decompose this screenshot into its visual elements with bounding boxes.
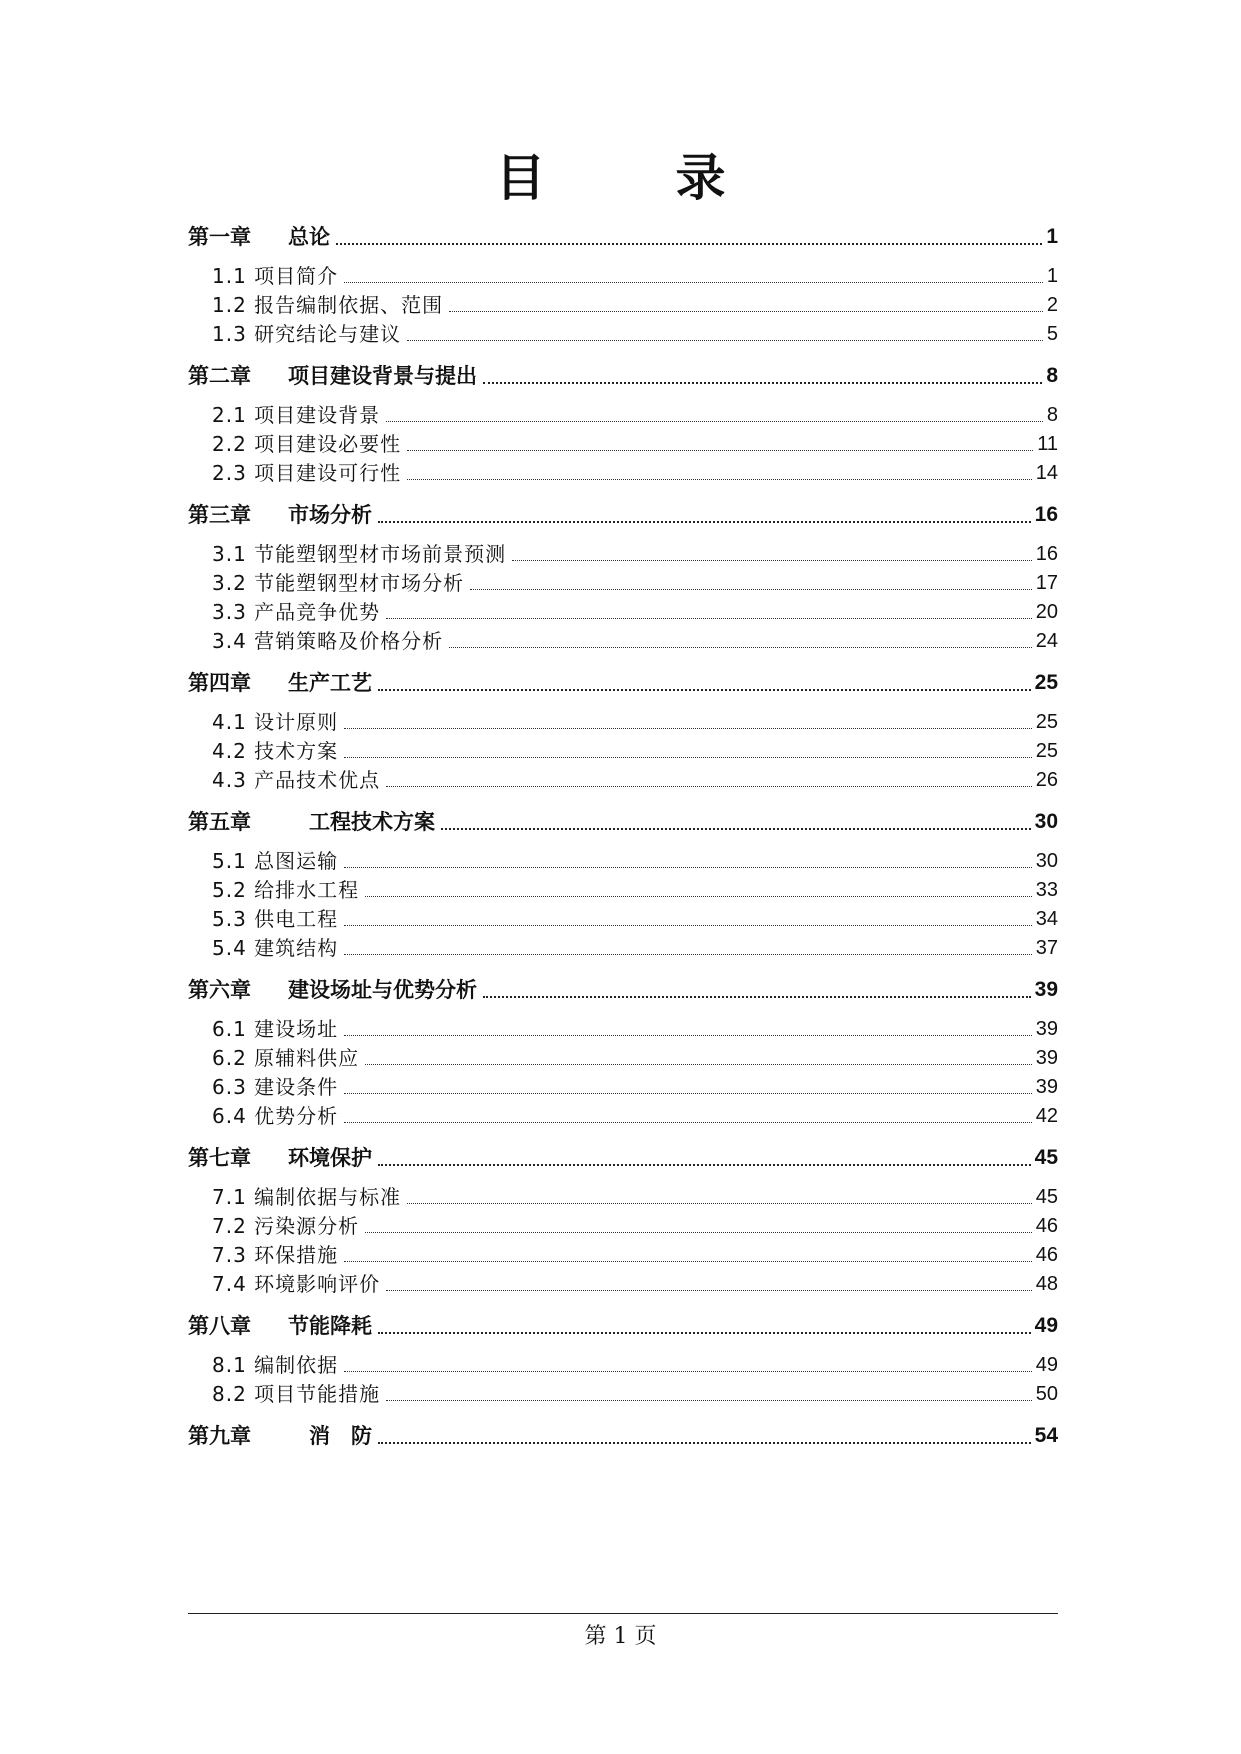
toc-section-entry[interactable] (188, 1270, 1058, 1298)
toc-dot-leader (365, 1064, 1032, 1065)
toc-dot-leader (378, 689, 1031, 691)
toc-dot-leader (407, 340, 1043, 341)
toc-section-title: 4.2 技术方案 (212, 739, 339, 763)
toc-dot-leader (344, 867, 1032, 868)
toc-section-entry[interactable] (188, 459, 1058, 487)
toc-dot-leader (483, 382, 1042, 384)
toc-section-entry[interactable] (188, 1183, 1058, 1211)
toc-page-number: 39 (1035, 1076, 1058, 1098)
toc-section-entry[interactable] (188, 876, 1058, 904)
toc-dot-leader (378, 1442, 1031, 1444)
toc-section-entry[interactable] (188, 1351, 1058, 1379)
toc-section-title: 6.3 建设条件 (212, 1075, 339, 1099)
toc-page-number: 46 (1035, 1244, 1058, 1266)
toc-page-number: 2 (1046, 294, 1058, 316)
footer-divider (188, 1613, 1058, 1614)
toc-section-title: 6.4 优势分析 (212, 1104, 339, 1128)
toc-page-number: 8 (1046, 364, 1058, 387)
toc-chapter-entry[interactable] (188, 1421, 1058, 1451)
toc-page-number: 24 (1035, 630, 1058, 652)
toc-section-entry[interactable] (188, 737, 1058, 765)
toc-page-number: 17 (1035, 572, 1058, 594)
toc-dot-leader (407, 1203, 1032, 1204)
toc-section-title: 1.3 研究结论与建议 (212, 322, 402, 346)
toc-section-title: 4.3 产品技术优点 (212, 768, 381, 792)
toc-section-title: 2.1 项目建设背景 (212, 403, 381, 427)
toc-section-title: 5.3 供电工程 (212, 907, 339, 931)
toc-dot-leader (365, 1232, 1032, 1233)
toc-section-title: 2.2 项目建设必要性 (212, 432, 402, 456)
toc-chapter-entry[interactable] (188, 500, 1058, 530)
toc-chapter-title: 建设场址与优势分析 (288, 978, 477, 1002)
toc-section-entry[interactable] (188, 1102, 1058, 1130)
toc-page-number: 48 (1035, 1273, 1058, 1295)
toc-section-entry[interactable] (188, 569, 1058, 597)
toc-page-number: 49 (1035, 1354, 1058, 1376)
toc-chapter-title: 工程技术方案 (288, 810, 435, 834)
toc-dot-leader (441, 828, 1031, 830)
toc-dot-leader (344, 757, 1032, 758)
toc-chapter-number: 第二章 (188, 364, 251, 388)
toc-dot-leader (386, 421, 1043, 422)
toc-chapter-entry[interactable] (188, 1143, 1058, 1173)
toc-dot-leader (449, 311, 1043, 312)
toc-page-number: 45 (1034, 1146, 1058, 1169)
toc-chapter-title: 生产工艺 (288, 671, 372, 695)
toc-chapter-entry[interactable] (188, 1311, 1058, 1341)
toc-section-title: 5.4 建筑结构 (212, 936, 339, 960)
toc-section-entry[interactable] (188, 934, 1058, 962)
toc-section-title: 7.3 环保措施 (212, 1243, 339, 1267)
toc-chapter-entry[interactable] (188, 222, 1058, 252)
toc-dot-leader (336, 243, 1042, 245)
toc-page-number: 49 (1034, 1314, 1058, 1337)
toc-chapter-title: 市场分析 (288, 503, 372, 527)
toc-section-entry[interactable] (188, 540, 1058, 568)
toc-dot-leader (378, 1164, 1031, 1166)
toc-page-number: 30 (1034, 810, 1058, 833)
toc-dot-leader (470, 589, 1032, 590)
toc-page-number: 25 (1034, 671, 1058, 694)
toc-page-number: 20 (1035, 601, 1058, 623)
toc-dot-leader (386, 1400, 1032, 1401)
toc-dot-leader (386, 618, 1032, 619)
toc-page-number: 30 (1035, 850, 1058, 872)
toc-section-entry[interactable] (188, 401, 1058, 429)
toc-chapter-number: 第九章 (188, 1424, 251, 1448)
toc-page-number: 39 (1035, 1047, 1058, 1069)
toc-section-title: 5.2 给排水工程 (212, 878, 360, 902)
toc-section-entry[interactable] (188, 1380, 1058, 1408)
toc-page-number: 16 (1034, 503, 1058, 526)
toc-chapter-title: 节能降耗 (288, 1314, 372, 1338)
toc-section-title: 1.1 项目简介 (212, 264, 339, 288)
toc-section-title: 3.3 产品竞争优势 (212, 600, 381, 624)
toc-page-number: 42 (1035, 1105, 1058, 1127)
toc-chapter-title: 环境保护 (288, 1146, 372, 1170)
toc-page-number: 33 (1035, 879, 1058, 901)
toc-page-number: 26 (1035, 769, 1058, 791)
toc-dot-leader (378, 1332, 1031, 1334)
toc-chapter-entry[interactable] (188, 361, 1058, 391)
toc-dot-leader (344, 1122, 1032, 1123)
toc-page-number: 1 (1046, 265, 1058, 287)
toc-chapter-title: 总论 (288, 225, 330, 249)
toc-chapter-entry[interactable] (188, 975, 1058, 1005)
toc-section-entry[interactable] (188, 598, 1058, 626)
toc-page-number: 50 (1035, 1383, 1058, 1405)
toc-chapter-number: 第四章 (188, 671, 251, 695)
toc-dot-leader (344, 728, 1032, 729)
toc-page-number: 37 (1035, 937, 1058, 959)
toc-dot-leader (378, 521, 1031, 523)
toc-page-number: 8 (1046, 404, 1058, 426)
toc-chapter-number: 第六章 (188, 978, 251, 1002)
toc-dot-leader (344, 1093, 1032, 1094)
toc-dot-leader (344, 925, 1032, 926)
toc-page-number: 45 (1035, 1186, 1058, 1208)
toc-section-entry[interactable] (188, 1044, 1058, 1072)
toc-dot-leader (386, 1290, 1032, 1291)
toc-page-number: 25 (1035, 711, 1058, 733)
toc-page-number: 25 (1035, 740, 1058, 762)
toc-page-number: 16 (1035, 543, 1058, 565)
toc-section-entry[interactable] (188, 1241, 1058, 1269)
toc-chapter-number: 第三章 (188, 503, 251, 527)
toc-page-number: 39 (1034, 978, 1058, 1001)
toc-section-entry[interactable] (188, 291, 1058, 319)
toc-page-number: 39 (1035, 1018, 1058, 1040)
toc-chapter-title: 消 防 (288, 1424, 372, 1448)
toc-section-title: 7.4 环境影响评价 (212, 1272, 381, 1296)
toc-page-number: 46 (1035, 1215, 1058, 1237)
toc-chapter-number: 第七章 (188, 1146, 251, 1170)
toc-dot-leader (344, 282, 1043, 283)
toc-section-entry[interactable] (188, 1015, 1058, 1043)
toc-chapter-number: 第八章 (188, 1314, 251, 1338)
toc-section-title: 8.2 项目节能措施 (212, 1382, 381, 1406)
toc-dot-leader (407, 479, 1032, 480)
toc-dot-leader (344, 954, 1032, 955)
page-number-footer: 第 1 页 (584, 1624, 657, 1649)
toc-section-title: 8.1 编制依据 (212, 1353, 339, 1377)
toc-dot-leader (344, 1371, 1032, 1372)
toc-page-number: 14 (1035, 462, 1058, 484)
toc-section-entry[interactable] (188, 262, 1058, 290)
toc-chapter-entry[interactable] (188, 807, 1058, 837)
toc-dot-leader (344, 1035, 1032, 1036)
toc-section-entry[interactable] (188, 708, 1058, 736)
toc-dot-leader (365, 896, 1032, 897)
toc-section-entry[interactable] (188, 320, 1058, 348)
toc-dot-leader (483, 996, 1031, 998)
toc-page-number: 5 (1046, 323, 1058, 345)
toc-dot-leader (449, 647, 1032, 648)
toc-section-title: 6.1 建设场址 (212, 1017, 339, 1041)
toc-section-title: 5.1 总图运输 (212, 849, 339, 873)
page-title: 目 录 (495, 148, 766, 207)
toc-page-number: 11 (1037, 433, 1058, 455)
toc-section-title: 3.4 营销策略及价格分析 (212, 629, 444, 653)
toc-chapter-title: 项目建设背景与提出 (288, 364, 477, 388)
toc-section-entry[interactable] (188, 1212, 1058, 1240)
toc-section-title: 2.3 项目建设可行性 (212, 461, 402, 485)
toc-dot-leader (407, 450, 1033, 451)
toc-section-title: 6.2 原辅料供应 (212, 1046, 360, 1070)
toc-page-number: 1 (1046, 225, 1058, 248)
toc-section-title: 3.1 节能塑钢型材市场前景预测 (212, 542, 507, 566)
toc-page-number: 54 (1034, 1424, 1058, 1447)
toc-section-title: 4.1 设计原则 (212, 710, 339, 734)
toc-section-entry[interactable] (188, 905, 1058, 933)
toc-section-title: 7.1 编制依据与标准 (212, 1185, 402, 1209)
toc-section-entry[interactable] (188, 430, 1058, 458)
toc-section-title: 7.2 污染源分析 (212, 1214, 360, 1238)
toc-chapter-number: 第五章 (188, 810, 251, 834)
toc-dot-leader (512, 560, 1032, 561)
toc-section-entry[interactable] (188, 847, 1058, 875)
toc-page-number: 34 (1035, 908, 1058, 930)
toc-dot-leader (344, 1261, 1032, 1262)
toc-chapter-entry[interactable] (188, 668, 1058, 698)
toc-chapter-number: 第一章 (188, 225, 251, 249)
toc-section-title: 1.2 报告编制依据、范围 (212, 293, 444, 317)
toc-section-entry[interactable] (188, 1073, 1058, 1101)
toc-section-entry[interactable] (188, 766, 1058, 794)
toc-section-entry[interactable] (188, 627, 1058, 655)
toc-section-title: 3.2 节能塑钢型材市场分析 (212, 571, 465, 595)
toc-dot-leader (386, 786, 1032, 787)
